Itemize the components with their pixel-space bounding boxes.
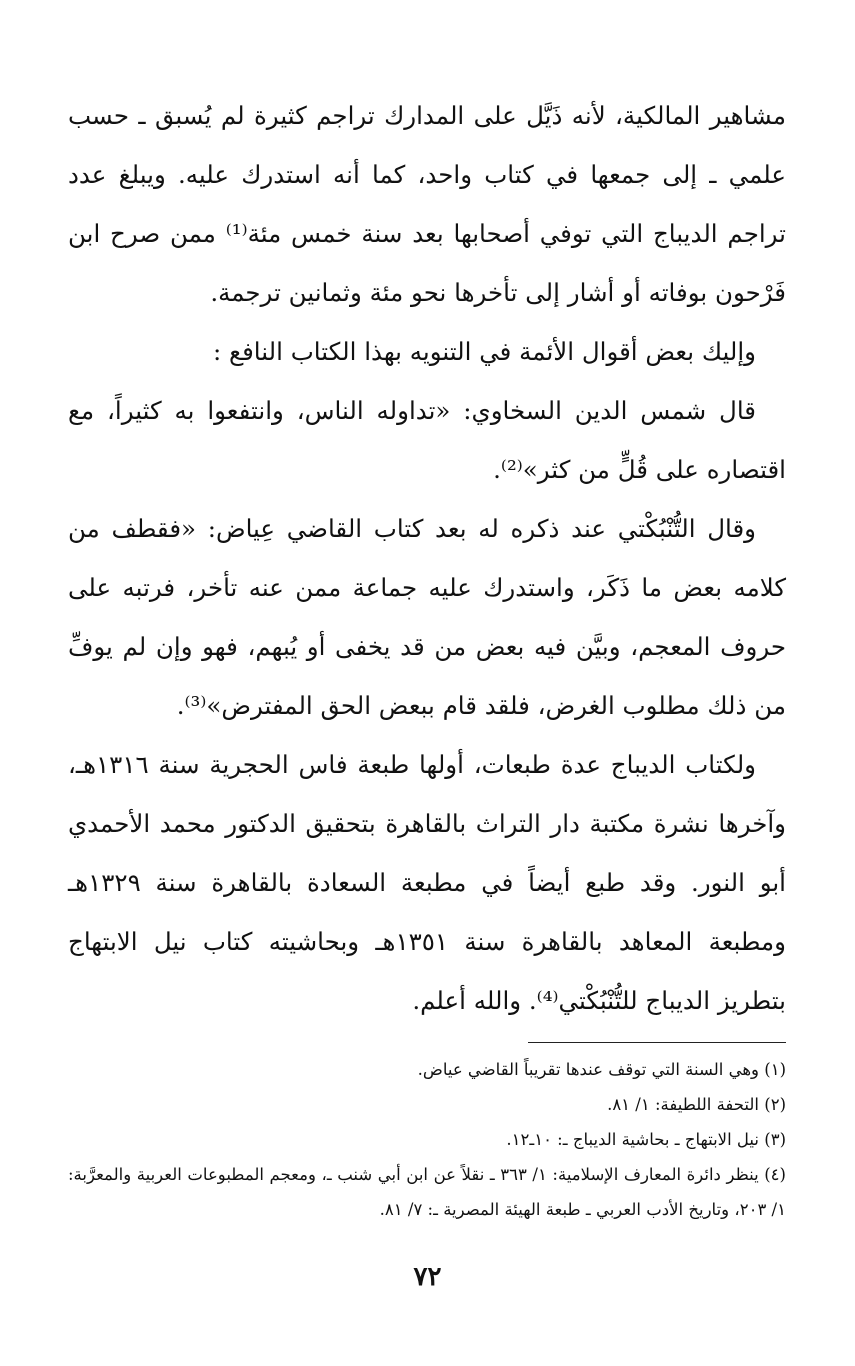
paragraph-1: مشاهير المالكية، لأنه ذَيَّل على المدارك تراجم كثيرة لم يُسبق ـ حسب علمي ـ إلى جمعها في كتاب واحد، كما أنه استدرك عليه. ويبلغ عدد تراجم الديباج التي توفي أصحابها بعد سنة خمس مئة⁽¹⁾ ممن صرح ابن فَرْحون بوفاته أو أشار إلى تأخرها نحو مئة وثمانين ترجمة. — [68, 101, 786, 307]
footnote-3: (٣) نيل الابتهاج ـ بحاشية الديباج ـ: ١٠ـ١٢. — [506, 1130, 786, 1149]
paragraph-4: وقال التُّنْبُكْتي عند ذكره له بعد كتاب القاضي عِياض: «فقطف من كلامه بعض ما ذَكَر، واستدرك عليه جماعة ممن عنه تأخر، فرتبه على حروف المعجم، وبيَّن فيه بعض من قد يخفى أو يُبهم، فهو وإن لم يوفِّ من ذلك مطلوب الغرض، فلقد قام ببعض الحق المفترض»⁽³⁾. — [68, 514, 786, 720]
page-number: ٧٢ — [413, 1262, 442, 1292]
paragraph-3: قال شمس الدين السخاوي: «تداوله الناس، وانتفعوا به كثيراً، مع اقتصاره على قُلٍّ من كثر»⁽²⁾. — [68, 396, 786, 484]
paragraph-5: ولكتاب الديباج عدة طبعات، أولها طبعة فاس الحجرية سنة ١٣١٦هـ، وآخرها نشرة مكتبة دار التراث بالقاهرة بتحقيق الدكتور محمد الأحمدي أبو النور. وقد طبع أيضاً في مطبعة السعادة بالقاهرة سنة ١٣٢٩هـ ومطبعة المعاهد بالقاهرة سنة ١٣٥١هـ وبحاشيته كتاب نيل الابتهاج بتطريز الديباج للتُّنْبُكْتي⁽⁴⁾. والله أعلم. — [68, 750, 786, 1015]
footnote-4: (٤) ينظر دائرة المعارف الإسلامية: ١/ ٣٦٣ ـ نقلاً عن ابن أبي شنب ـ، ومعجم المطبوعات العربية والمعرَّبة: ١/ ٢٠٣، وتاريخ الأدب العربي ـ طبعة الهيئة المصرية ـ: ٧/ ٨١. — [68, 1165, 786, 1219]
paragraph-2: وإليك بعض أقوال الأئمة في التنويه بهذا الكتاب النافع : — [212, 337, 756, 366]
footnotes — [68, 1052, 786, 1227]
main-text — [68, 86, 786, 1030]
footnote-2: (٢) التحفة اللطيفة: ١/ ٨١. — [607, 1095, 786, 1114]
footnote-separator — [528, 1042, 786, 1043]
footnote-1: (١) وهي السنة التي توقف عندها تقريباً القاضي عياض. — [417, 1060, 786, 1079]
